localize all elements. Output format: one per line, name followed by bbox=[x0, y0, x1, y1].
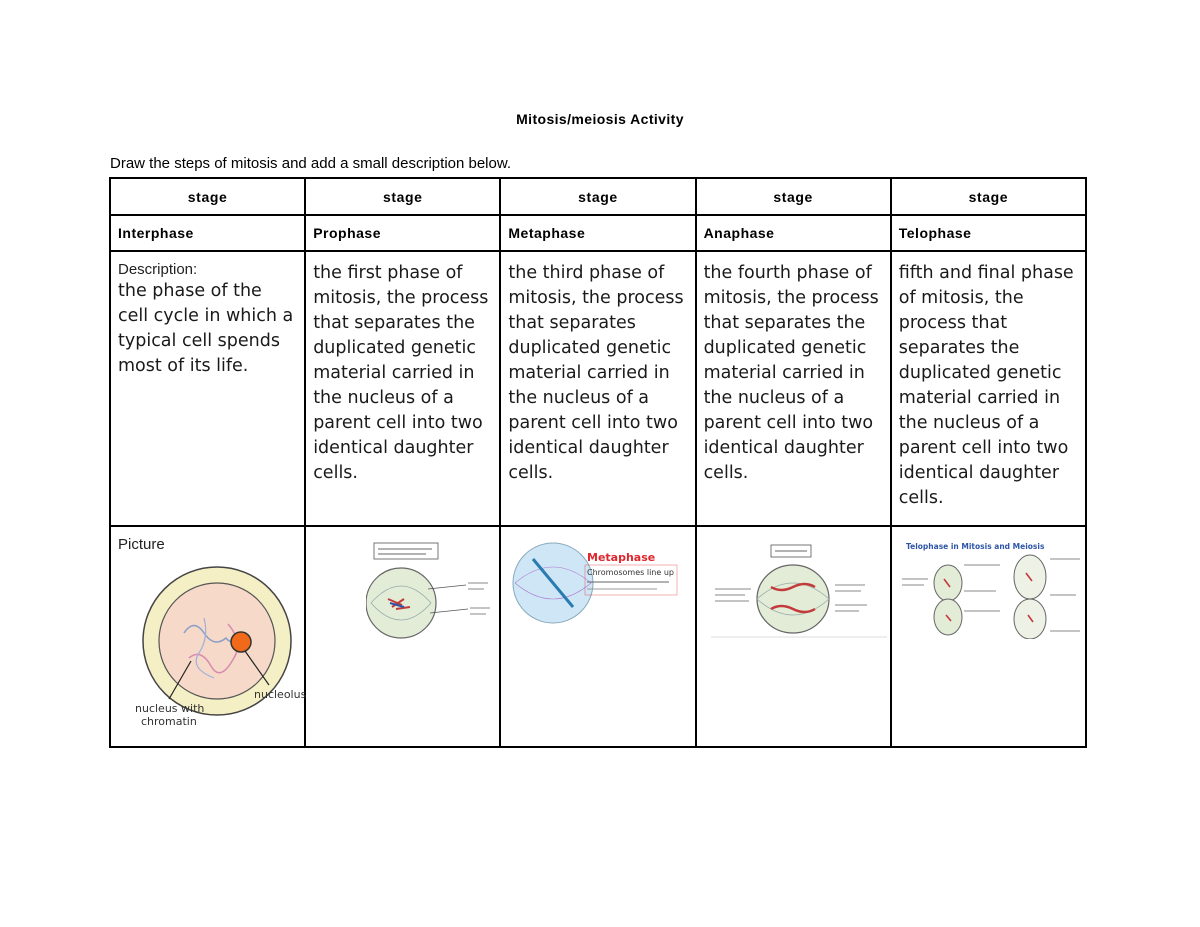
picture-label: Picture bbox=[118, 536, 165, 553]
instruction-text: Draw the steps of mitosis and add a small description below. bbox=[110, 155, 512, 172]
chromatin-text: chromatin bbox=[141, 715, 197, 728]
mitosis-stages-table bbox=[109, 177, 1087, 748]
description-cell-telophase: fifth and final phase of mitosis, the process that separates the duplicated genetic material carried in the nucleus of a parent cell into two identical daughter cells. bbox=[891, 251, 1086, 526]
stage-header-cell: stage bbox=[110, 178, 305, 215]
stage-header-cell: stage bbox=[305, 178, 500, 215]
stage-name-interphase: Interphase bbox=[110, 215, 305, 251]
stage-name-anaphase: Anaphase bbox=[696, 215, 891, 251]
picture-row bbox=[110, 526, 1086, 747]
stage-name-row bbox=[110, 215, 1086, 251]
picture-cell-interphase bbox=[110, 526, 305, 747]
cell-shape bbox=[366, 568, 436, 638]
description-text: the phase of the cell cycle in which a typical cell spends most of its life. bbox=[118, 281, 294, 376]
label-pointer bbox=[428, 585, 466, 589]
anaphase-cell-illustration bbox=[711, 543, 887, 641]
description-label: Description: bbox=[118, 261, 198, 278]
description-cell-prophase: the first phase of mitosis, the process that separates the duplicated genetic material carried in the nucleus of a parent cell into two identical daughter cells. bbox=[305, 251, 500, 526]
picture-cell-telophase bbox=[891, 526, 1086, 747]
metaphase-title-text: Metaphase bbox=[587, 551, 656, 564]
picture-cell-anaphase bbox=[696, 526, 891, 747]
nucleolus-text: nucleolus bbox=[254, 688, 307, 701]
stage-header-cell: stage bbox=[696, 178, 891, 215]
interphase-cell-illustration bbox=[129, 563, 307, 743]
document-title: Mitosis/meiosis Activity bbox=[516, 111, 684, 127]
cell-shape bbox=[757, 565, 829, 633]
description-row bbox=[110, 251, 1086, 526]
telophase-cell-illustration bbox=[900, 535, 1084, 639]
nucleolus-shape bbox=[231, 632, 251, 652]
stage-header-cell: stage bbox=[500, 178, 695, 215]
telophase-title-text: Telophase in Mitosis and Meiosis bbox=[905, 542, 1045, 551]
daughter-cell-shape bbox=[934, 565, 962, 601]
picture-cell-metaphase bbox=[500, 526, 695, 747]
description-cell-anaphase: the fourth phase of mitosis, the process that separates the duplicated genetic material carried in the nucleus of a parent cell into two identical daughter cells. bbox=[696, 251, 891, 526]
metaphase-cell-illustration bbox=[511, 541, 689, 625]
nucleus-shape bbox=[159, 583, 275, 699]
metaphase-caption-text: Chromosomes line up bbox=[587, 568, 675, 577]
stage-name-telophase: Telophase bbox=[891, 215, 1086, 251]
stage-name-prophase: Prophase bbox=[305, 215, 500, 251]
description-cell-metaphase: the third phase of mitosis, the process that separates duplicated genetic material carried in the nucleus of a parent cell into two identical daughter cells. bbox=[500, 251, 695, 526]
prophase-heading-box bbox=[374, 543, 438, 559]
description-cell-interphase bbox=[110, 251, 305, 526]
stage-header-row bbox=[110, 178, 1086, 215]
stage-name-metaphase: Metaphase bbox=[500, 215, 695, 251]
nucleus-text: nucleus with bbox=[135, 702, 205, 715]
prophase-cell-illustration bbox=[366, 539, 496, 647]
stage-header-cell: stage bbox=[891, 178, 1086, 215]
picture-cell-prophase bbox=[305, 526, 500, 747]
daughter-cell-shape bbox=[1014, 555, 1046, 599]
